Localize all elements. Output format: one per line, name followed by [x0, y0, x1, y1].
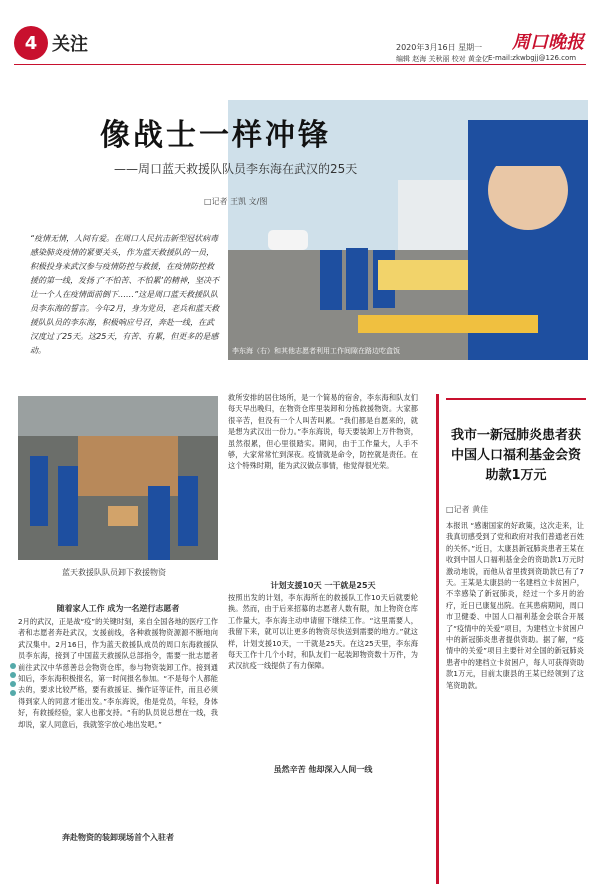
- side-photo-image: [18, 396, 218, 560]
- article-column-1: 2月的武汉，正是战“疫”的关键时刻，来自全国各地的医疗工作者和志愿者奔赴武汉，支援前线，各种救援物资源源不断地向武汉集中。2月16日，作为蓝天救援队成员的周口东海救援队员李东海，接到了中国蓝天救援队总部指令，需要一批志愿者前往武汉中华慈善总会物资仓库，参与物资装卸工作。接到通知后，李东海积极报名，第一时间报名参加。“不是每个人都能去的，要求比较严格，要有救援证、操作证等证件，而且必须得到家人的同意才能出发。”李东海说，他是党员，年轻，身体好，有救援经验，家人也都支持。“有的队员说总想在一线，我却说，家人同意后，我就签字放心地出发吧。”: [18, 617, 218, 729]
- article-intro: “疫情无情，人间有爱。在周口人民抗击新型冠状病毒感染肺炎疫情的紧要关头，作为蓝天救援队的一员，积极投身来武汉参与疫情防控与救援，在疫情防控救援的第一线，发扬了‘不怕苦、不怕累’的精神，坚决不让一个人在疫情面前倒下……”这是周口蓝天救援队队员李东海的誓言。今年2月，身为党员，老兵和蓝天救援队队员的李东海，积极响应号召，奔赴一线，在武汉度过了25天。这25天，有苦、有累，但更多的是感动。: [30, 234, 220, 355]
- article-column-2a: 救所安排的居住场所，是一个简易的宿舍，李东海和队友们每天早出晚归，在物资仓库里装卸和分拣救援物资。大家都很辛苦，但没有一个人叫苦叫累。“我们都是自愿来的，就是想为武汉出一份力。”李东海说，每天要装卸上万件物资，虽然很累，但心里很踏实。期间，由于工作量大，人手不够，大家常常忙到深夜。疫情就是命令，防控就是责任。在这个特殊时期，能为武汉做点事情，他觉得很光荣。: [228, 393, 418, 471]
- editors-line: 编辑 赵海 关秋丽 校对 黄金亿: [396, 55, 489, 63]
- article-byline: □记者 王凯 文/图: [204, 197, 268, 206]
- header-rule: [14, 64, 586, 65]
- article-headline: 像战士一样冲锋: [100, 118, 331, 153]
- section-subhead-4: 奔赴物资的装卸现场首个入驻者: [62, 833, 174, 842]
- editor-email: E-mail:zkwbgjj@126.com: [488, 54, 577, 62]
- article-subheadline: ——周口蓝天救援队队员李东海在武汉的25天: [114, 162, 358, 176]
- decor-dot: [10, 672, 16, 678]
- side-photo: [18, 396, 218, 560]
- sidebar-body: 本报讯 “感谢国家的好政策，这次走来，让我真切感受到了党和政府对我们普通老百姓的关怀。”近日，太康县新冠肺炎患者王某在收到中国人口福利基金会的资助款1万元时激动地说，而他从省里拨到资助款已有了7天。王某是太康县的一名建档立卡贫困户，不幸感染了新冠肺炎，经过一个多月的治疗，近日已康复出院。在其患病期间，周口市卫健委、中国人口福利基金会联合开展了“疫情中的关爱”项目，为建档立卡贫困户中的新冠肺炎患者提供资助。据了解，“疫情中的关爱”项目主要针对全国的新冠肺炎患者中的建档立卡贫困户，每人可获得资助款1万元，目前太康县的王某已经领到了这笔资助款。: [446, 521, 584, 690]
- issue-date: 2020年3月16日 星期一: [396, 43, 483, 52]
- section-subhead-3: 虽然辛苦 他却深入人间一线: [273, 765, 373, 774]
- sidebar-top-rule: [446, 398, 586, 400]
- main-photo-caption: 李东海（右）和其他志愿者利用工作间隙在路边吃盒饭: [232, 347, 400, 355]
- decor-dot: [10, 681, 16, 687]
- page-number-badge: 4: [14, 26, 48, 60]
- newspaper-brand: 周口晚报: [512, 32, 584, 53]
- section-subhead-1: 随着家人工作 成为一名逆行志愿者: [56, 604, 180, 613]
- sidebar-byline: □记者 黄佳: [446, 505, 489, 514]
- decor-dot: [10, 690, 16, 696]
- section-title: 关注: [52, 34, 88, 55]
- page-dots: [10, 660, 16, 699]
- section-subhead-2: 计划支援10天 一干就是25天: [270, 581, 376, 590]
- sidebar-headline: 我市一新冠肺炎患者获中国人口福利基金会资助款1万元: [450, 428, 581, 483]
- article-column-2b: 按照出发的计划，李东海所在的救援队工作10天后就要轮换。然而，由于后来招募的志愿者人数有限，加上物资仓库工作量大，李东海主动申请留下继续工作。“这里需要人，我留下来，就可以让更多的物资尽快送到需要的地方。”就这样，计划支援10天，一干就是25天。在这25天里，李东海每天工作十几个小时，和队友们一起装卸物资数十万件，为武汉抗疫一线提供了有力保障。: [228, 593, 418, 671]
- side-photo-caption: 蓝天救援队队员卸下救援物资: [62, 568, 166, 577]
- decor-dot: [10, 663, 16, 669]
